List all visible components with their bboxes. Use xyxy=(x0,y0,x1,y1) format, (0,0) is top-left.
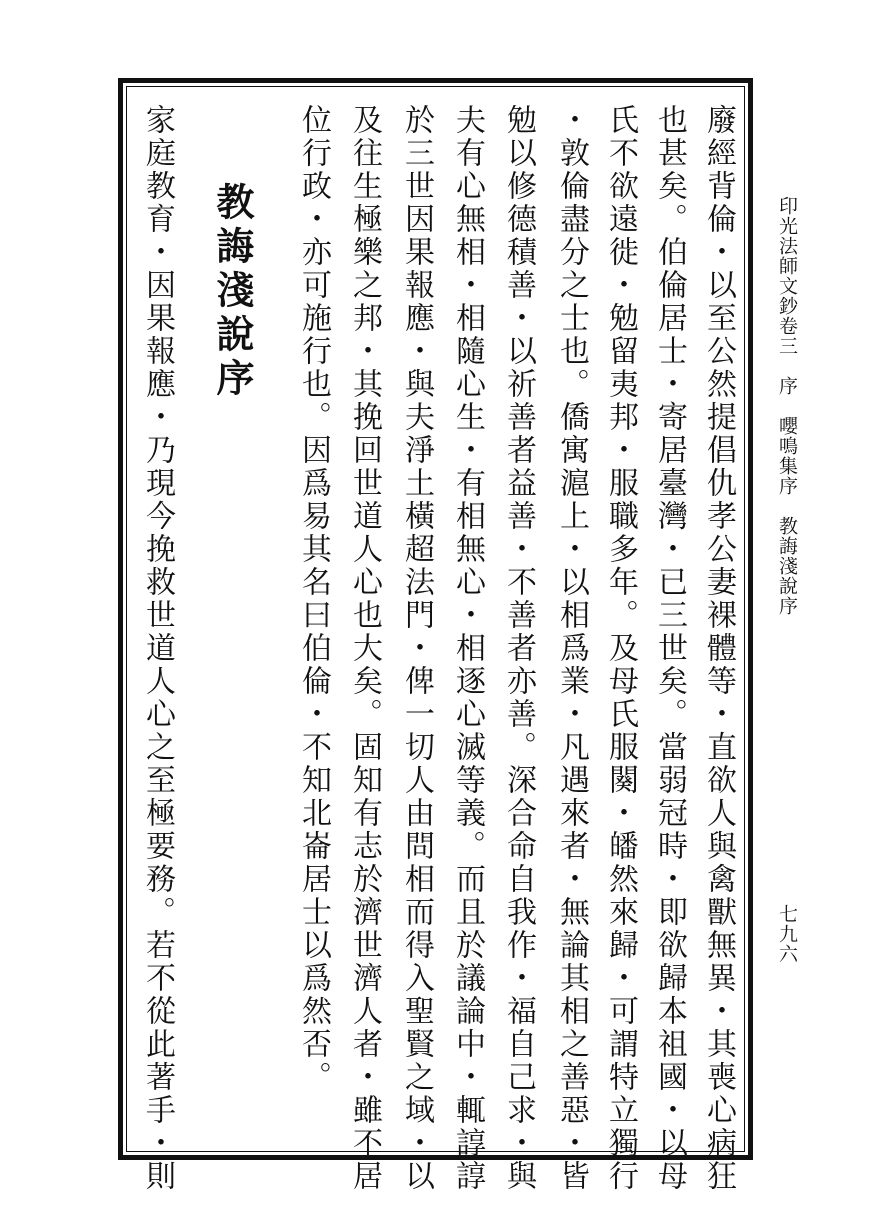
text-column: 位行政・亦可施行也。因爲易其名曰伯倫・不知北崙居士以爲然否。 xyxy=(296,104,331,1094)
text-column: 氏不欲遠徙・勉留夷邦・服職多年。及母氏服闋・皤然來歸・可謂特立獨行 xyxy=(603,104,638,1193)
text-column: 夫有心無相・相隨心生・有相無心・相逐心滅等義。而且於議論中・輒諄諄 xyxy=(450,104,485,1193)
section-title: 教誨淺說序 xyxy=(210,182,255,402)
page-number: 七九六 xyxy=(776,904,798,964)
text-column: 勉以修德積善・以祈善者益善・不善者亦善。深合命自我作・福自己求・與 xyxy=(501,104,536,1193)
running-header: 印光法師文鈔卷三 序 嚶鳴集序 教誨淺說序 xyxy=(776,196,798,616)
text-column: 及往生極樂之邦・其挽回世道人心也大矣。固知有志於濟世濟人者・雖不居 xyxy=(347,104,382,1193)
text-column: 也甚矣。伯倫居士・寄居臺灣・已三世矣。當弱冠時・即欲歸本祖國・以母 xyxy=(652,104,687,1193)
text-column: 家庭教育・因果報應・乃現今挽救世道人心之至極要務。若不從此著手・則 xyxy=(140,104,175,1193)
text-column: 廢經背倫・以至公然提倡仇孝公妻裸體等・直欲人與禽獸無異・其喪心病狂 xyxy=(701,104,736,1193)
text-column: ・敦倫盡分之士也。僑寓滬上・以相爲業・凡遇來者・無論其相之善惡・皆 xyxy=(554,104,589,1193)
text-column: 於三世因果報應・與夫淨土橫超法門・俾一切人由問相而得入聖賢之域・以 xyxy=(399,104,434,1193)
